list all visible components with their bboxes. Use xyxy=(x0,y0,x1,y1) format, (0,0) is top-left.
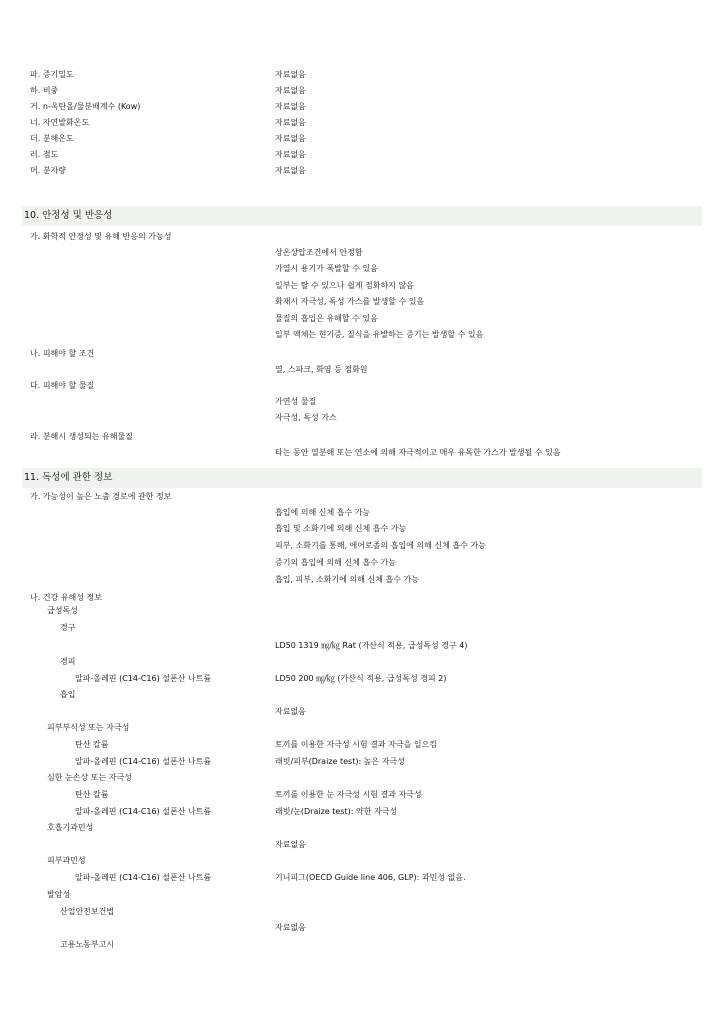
respiratory-sensitization-label: 호흡기과민성 xyxy=(47,823,94,832)
eye-substance: 알파-올레핀 (C14-C16) 설폰산 나트륨 xyxy=(75,807,212,816)
stability-a-value: 일부 액체는 현기증, 질식을 유발하는 증기는 발생할 수 있음 xyxy=(275,330,484,339)
stability-a-value: 화재시 자극성, 독성 가스를 발생할 수 있음 xyxy=(275,297,425,306)
ministry-notice-label: 고용노동부고시 xyxy=(60,940,115,949)
prop-label: 러. 점도 xyxy=(30,150,59,159)
skin-sensitization-label: 피부과민성 xyxy=(47,856,86,865)
toxicity-a-label: 가. 가능성이 높은 노출 경로에 관한 정보 xyxy=(30,492,172,501)
skin-value: 토끼를 이용한 자극성 시험 결과 자극을 일으킴 xyxy=(275,740,438,749)
stability-b-label: 나. 피해야 할 조건 xyxy=(30,349,95,358)
prop-value: 자료없음 xyxy=(275,118,306,127)
sensitization-substance: 알파-올레핀 (C14-C16) 설폰산 나트륨 xyxy=(75,873,212,882)
dermal-value: LD50 200 ㎎/㎏ (가산식 적용, 급성독성 경피 2) xyxy=(275,674,447,683)
stability-c-value: 자극성, 독성 가스 xyxy=(275,413,337,422)
stability-c-label: 다. 피해야 할 물질 xyxy=(30,381,95,390)
skin-value: 래빗/피부(Draize test): 높은 자극성 xyxy=(275,757,405,766)
section-header-stability: 10. 안정성 및 반응성 xyxy=(22,206,702,226)
eye-damage-label: 심한 눈손상 또는 자극성 xyxy=(47,773,132,782)
eye-substance: 탄산 칼륨 xyxy=(75,790,109,799)
skin-substance: 알파-올레핀 (C14-C16) 설폰산 나트륨 xyxy=(75,757,212,766)
inhalation-value: 자료없음 xyxy=(275,707,306,716)
carcinogenicity-label: 발암성 xyxy=(47,890,71,899)
exposure-route-value: 증기의 흡입에 의해 신체 흡수 가능 xyxy=(275,558,396,567)
stability-d-value: 타는 동안 열분해 또는 연소에 의해 자극적이고 매우 유독한 가스가 발생될 수 있음 xyxy=(275,448,561,457)
stability-a-value: 가열시 용기가 폭발할 수 있음 xyxy=(275,264,378,273)
eye-value: 토끼를 이용한 눈 자극성 시험 결과 자극성 xyxy=(275,790,422,799)
stability-d-label: 라. 분해시 생성되는 유해물질 xyxy=(30,432,133,441)
prop-label: 파. 증기밀도 xyxy=(30,70,74,79)
stability-c-value: 가연성 물질 xyxy=(275,397,317,406)
prop-value: 자료없음 xyxy=(275,102,306,111)
prop-value: 자료없음 xyxy=(275,70,306,79)
eye-value: 래빗/눈(Draize test): 약한 자극성 xyxy=(275,807,398,816)
inhalation-label: 흡입 xyxy=(60,690,76,699)
respiratory-sensitization-value: 자료없음 xyxy=(275,840,306,849)
exposure-route-value: 피부, 소화기를 통해, 에어로졸의 흡입에 의해 신체 흡수 가능 xyxy=(275,541,486,550)
exposure-route-value: 흡입, 피부, 소화기에 의해 신체 흡수 가능 xyxy=(275,575,419,584)
oral-label: 경구 xyxy=(60,623,76,632)
stability-a-value: 물질의 흡입은 유해할 수 있음 xyxy=(275,314,378,323)
industrial-safety-law-label: 산업안전보건법 xyxy=(60,907,115,916)
toxicity-b-label: 나. 건강 유해성 정보 xyxy=(30,593,102,602)
stability-a-value: 일부는 탈 수 있으나 쉽게 점화하지 않음 xyxy=(275,281,414,290)
prop-label: 더. 분해온도 xyxy=(30,134,74,143)
sensitization-value: 기니피그(OECD Guide line 406, GLP): 과민성 없음. xyxy=(275,873,466,882)
oral-value: LD50 1319 ㎎/㎏ Rat (가산식 적용, 급성독성 경구 4) xyxy=(275,641,468,650)
dermal-substance: 알파-올레핀 (C14-C16) 설폰산 나트륨 xyxy=(75,674,212,683)
prop-label: 하. 비중 xyxy=(30,86,59,95)
prop-label: 머. 분자량 xyxy=(30,166,66,175)
dermal-label: 경피 xyxy=(60,657,76,666)
prop-label: 거. n-옥탄올/물분배계수 (Kow) xyxy=(30,102,141,111)
exposure-route-value: 흡입 및 소화기에 의해 신체 흡수 가능 xyxy=(275,524,407,533)
industrial-safety-law-value: 자료없음 xyxy=(275,923,306,932)
exposure-route-value: 흡입에 의해 신체 흡수 가능 xyxy=(275,508,371,517)
prop-label: 너. 자연발화온도 xyxy=(30,118,90,127)
skin-substance: 탄산 칼륨 xyxy=(75,740,109,749)
prop-value: 자료없음 xyxy=(275,134,306,143)
prop-value: 자료없음 xyxy=(275,86,306,95)
acute-toxicity-label: 급성독성 xyxy=(47,606,78,615)
section-header-toxicity: 11. 독성에 관한 정보 xyxy=(22,468,702,488)
stability-b-value: 열, 스파크, 화염 등 점화원 xyxy=(275,365,368,374)
skin-corrosion-label: 피부부식성 또는 자극성 xyxy=(47,723,130,732)
prop-value: 자료없음 xyxy=(275,166,306,175)
prop-value: 자료없음 xyxy=(275,150,306,159)
stability-a-label: 가. 화학적 안정성 및 유해 반응의 가능성 xyxy=(30,232,172,241)
stability-a-value: 상온상압조건에서 안정함 xyxy=(275,248,363,257)
